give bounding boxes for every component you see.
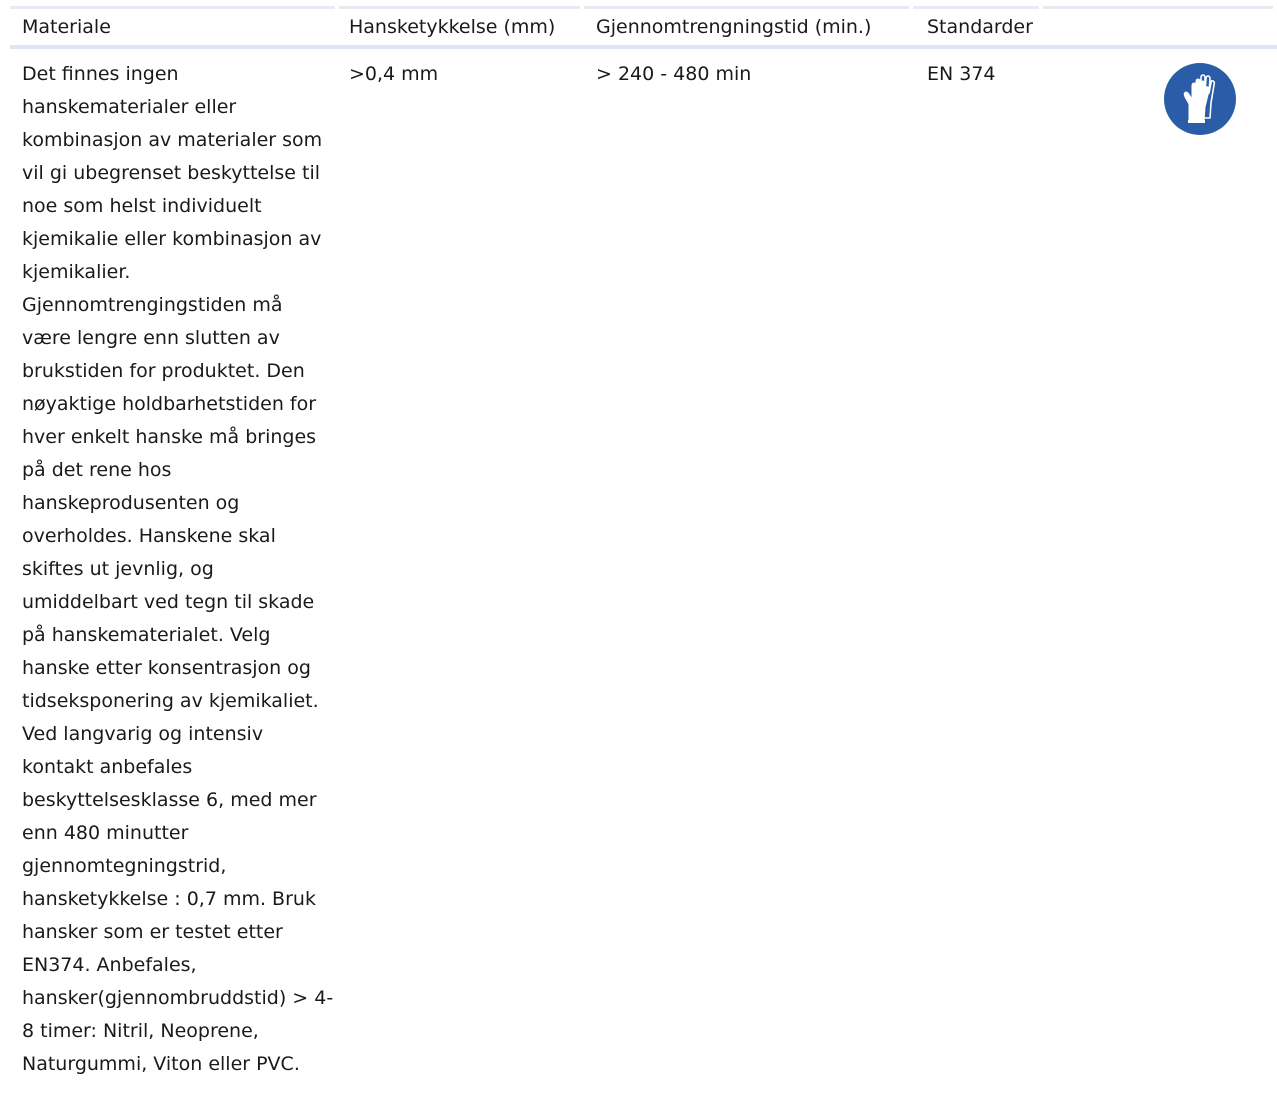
header-standards: Standarder [927,16,1033,38]
header-divider [10,45,1277,49]
header-thickness: Hansketykkelse (mm) [349,16,556,38]
cell-standards: EN 374 [927,63,996,85]
table-header [10,9,1277,45]
header-breakthrough: Gjennomtrengningstid (min.) [596,16,872,38]
cell-material: Det finnes ingen hanskematerialer eller kombinasjon av materialer som vil gi ubegrenset beskyttelse til noe som helst individuelt kjemikalie eller kombinasjon av kjemikalier. Gjennomtrengingstiden må være lengre enn slutten av brukstiden for produktet. Den nøyaktige holdbarhetstiden for hver enkelt hanske må bringes på det rene hos hanskeprodusenten og overholdes. Hanskene skal skiftes ut jevnlig, og umiddelbart ved tegn til skade på hanskematerialet. Velg hanske etter konsentrasjon og tidseksponering av kjemikaliet. Ved langvarig og intensiv kontakt anbefales beskyttelsesklasse 6, med mer enn 480 minutter gjennomtegningstrid, hansketykkelse : 0,7 mm. Bruk hansker som er testet etter EN374. Anbefales, hansker(gjennombruddstid) > 4-8 timer: Nitril, Neoprene, Naturgummi, Viton eller PVC. [22,63,334,1075]
protective-gloves-icon [1164,63,1236,135]
cell-breakthrough: > 240 - 480 min [596,63,752,85]
header-material: Materiale [22,16,111,38]
cell-thickness: >0,4 mm [349,63,439,85]
